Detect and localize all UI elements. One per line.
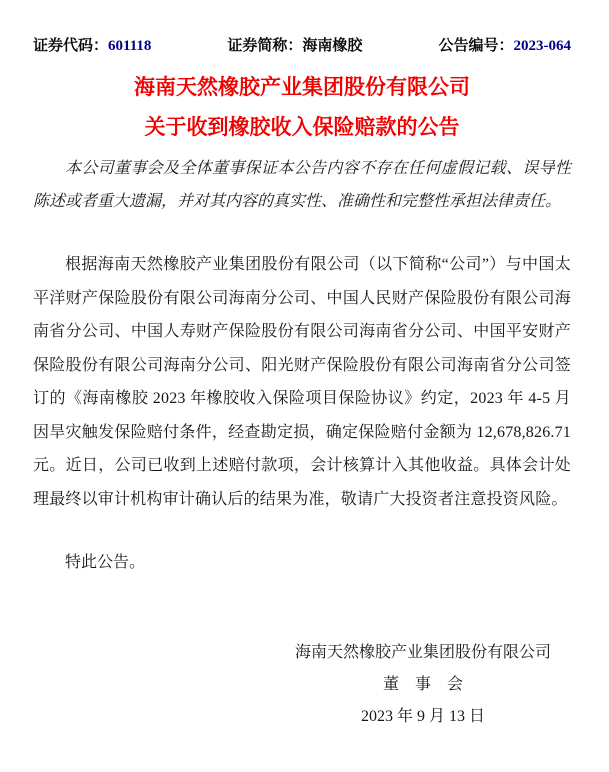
announcement-title: 关于收到橡胶收入保险赔款的公告	[144, 116, 460, 139]
signature-inner	[295, 637, 551, 733]
stock-code-value: 601118	[108, 38, 152, 54]
announcement-number	[438, 34, 571, 55]
signature-date: 2023 年 9 月 13 日	[360, 708, 485, 725]
signature-board: 董 事 会	[382, 676, 463, 693]
closing-statement: 特此公告。	[65, 554, 146, 571]
stock-abbr	[227, 34, 362, 55]
announcement-number-label: 公告编号：	[438, 37, 514, 54]
signature-company: 海南天然橡胶产业集团股份有限公司	[294, 644, 551, 661]
stock-abbr-label: 证券简称：	[227, 37, 303, 54]
stock-code-label: 证券代码：	[33, 37, 109, 54]
announcement-number-value: 2023-064	[513, 38, 571, 54]
securities-meta-row	[33, 34, 571, 55]
body-paragraph: 根据海南天然橡胶产业集团股份有限公司（以下简称“公司”）与中国太平洋财产保险股份有限公司海南分公司、中国人民财产保险股份有限公司海南省分公司、中国人寿财产保险股份有限公司海南省分公司、中国平安财产保险股份有限公司海南分公司、阳光财产保险股份有限公司海南省分公司签订的《海南橡胶 2023 年橡胶收入保险项目保险协议》约定，2023 年 4-5 月因旱灾触发保险赔付条件，经查勘定损，确定保险赔付金额为 12,678,826.71 元。近日，公司已收到上述赔付款项，会计核算计入其他收益。具体会计处理最终以审计机构审计确认后的结果为准，敬请广大投资者注意投资风险。	[33, 256, 571, 508]
company-title: 海南天然橡胶产业集团股份有限公司	[134, 76, 470, 99]
signature-block	[33, 637, 571, 733]
stock-abbr-value: 海南橡胶	[302, 37, 363, 54]
board-disclaimer: 本公司董事会及全体董事保证本公告内容不存在任何虚假记载、误导性陈述或者重大遗漏，并对其内容的真实性、准确性和完整性承担法律责任。	[33, 160, 571, 210]
stock-code	[33, 34, 151, 55]
